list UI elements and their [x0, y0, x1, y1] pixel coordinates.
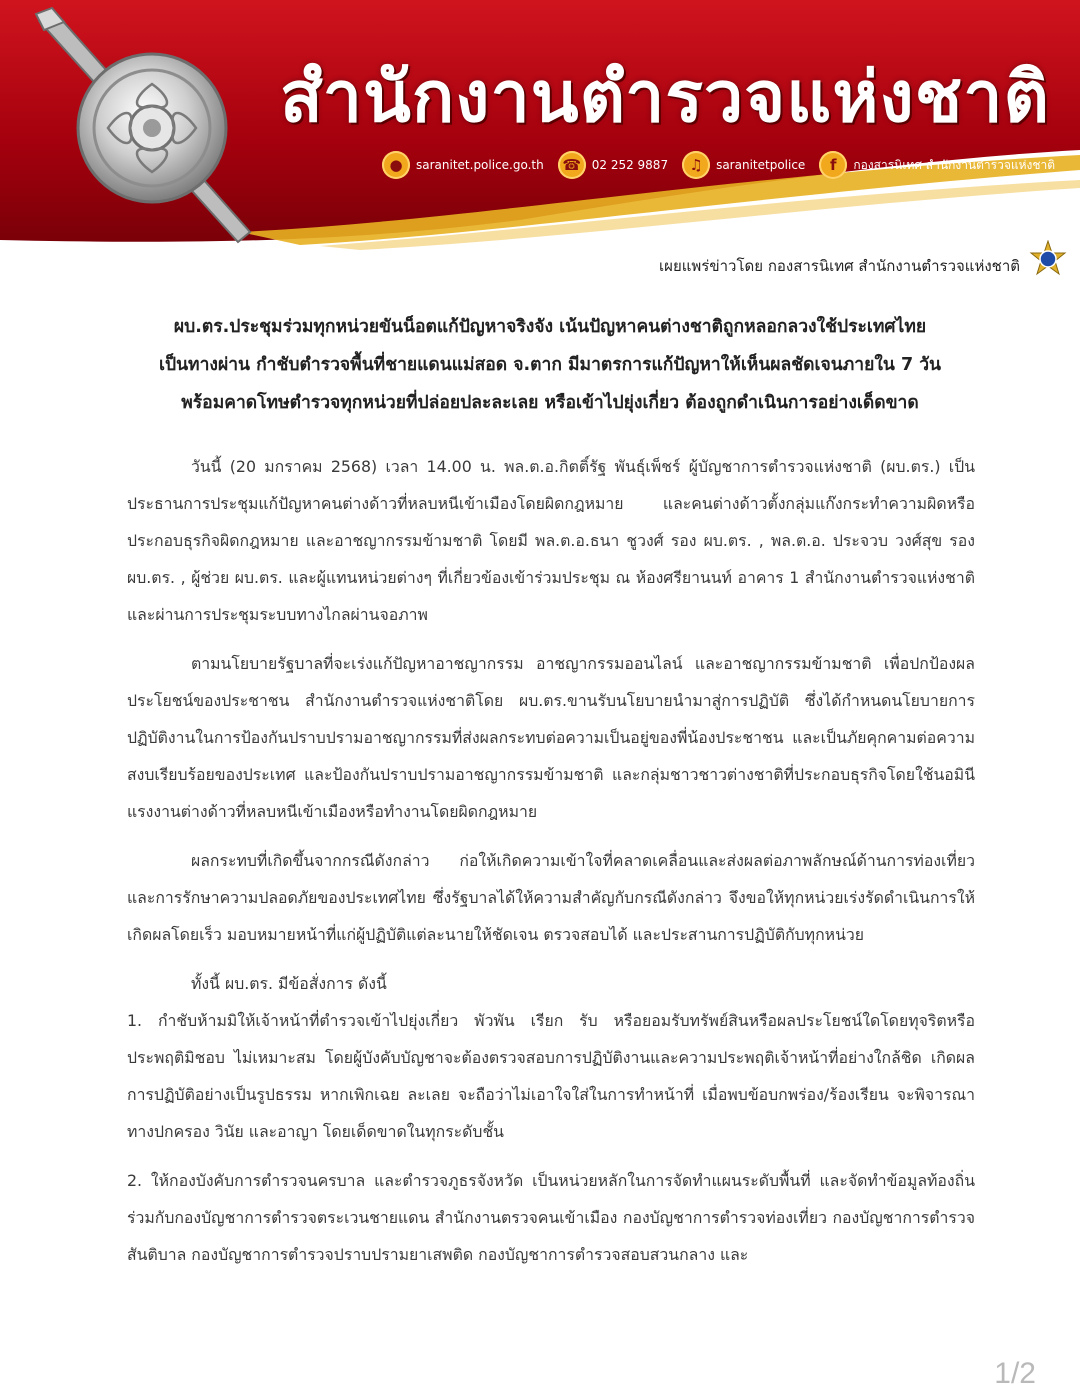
contact-facebook[interactable] [819, 151, 1055, 179]
contact-phone[interactable] [558, 151, 668, 179]
header-banner [0, 0, 1080, 250]
headline [100, 308, 1000, 422]
directive-item: 2. ให้กองบังคับการตำรวจนครบาล และตำรวจภูธรจังหวัด เป็นหน่วยหลักในการจัดทำแผนระดับพื้นที่ และจัดทำข้อมูลท้องถิ่นร่วมกับกองบัญชาการตำรวจตระเวนชายแดน สำนักงานตรวจคนเข้าเมือง กองบัญชาการตำรวจท่องเที่ยว กองบัญชาการตำรวจสันติบาล กองบัญชาการตำรวจปราบปรามยาเสพติด กองบัญชาการตำรวจสอบสวนกลาง และ [127, 1171, 975, 1264]
headline-line: ผบ.ตร.ประชุมร่วมทุกหน่วยขันน็อตแก้ปัญหาจริงจัง เน้นปัญหาคนต่างชาติถูกหลอกลวงใช้ประเทศไทย [173, 317, 927, 337]
contact-tiktok-text: saranitetpolice [716, 158, 806, 172]
paragraph: ผลกระทบที่เกิดขึ้นจากกรณีดังกล่าว ก่อให้เกิดความเข้าใจที่คลาดเคลื่อนและส่งผลต่อภาพลักษณ์ด้านการท่องเที่ยว และการรักษาความปลอดภัยของประเทศไทย ซึ่งรัฐบาลได้ให้ความสำคัญกับกรณีดังกล่าว จึงขอให้ทุกหน่วยเร่งรัดดำเนินการให้เกิดผลโดยเร็ว มอบหมายหน้าที่แก่ผู้ปฏิบัติแต่ละนายให้ชัดเจน ตรวจสอบได้ และประสานการปฏิบัติกับทุกหน่วย [127, 851, 975, 944]
facebook-icon: f [819, 151, 847, 179]
paragraph: วันนี้ (20 มกราคม 2568) เวลา 14.00 น. พล.ต.อ.กิตติ์รัฐ พันธุ์เพ็ชร์ ผู้บัญชาการตำรวจแห่งชาติ (ผบ.ตร.) เป็นประธานการประชุมแก้ปัญหาคนต่างด้าวที่หลบหนีเข้าเมืองโดยผิดกฎหมาย และคนต่างด้าวตั้งกลุ่มแก๊งกระทำความผิดหรือประกอบธุรกิจผิดกฎหมาย และอาชญากรรมข้ามชาติ โดยมี พล.ต.อ.ธนา ชูวงศ์ รอง ผบ.ตร. , พล.ต.อ. ประจวบ วงศ์สุข รอง ผบ.ตร. , ผู้ช่วย ผบ.ตร. และผู้แทนหน่วยต่างๆ ที่เกี่ยวข้องเข้าร่วมประชุม ณ ห้องศรียานนท์ อาคาร 1 สำนักงานตำรวจแห่งชาติ และผ่านการประชุมระบบทางไกลผ่านจอภาพ [127, 457, 975, 624]
contact-phone-text: 02 252 9887 [591, 158, 669, 172]
headline-line: เป็นทางผ่าน กำชับตำรวจพื้นที่ชายแดนแม่สอด จ.ตาก มีมาตรการแก้ปัญหาให้เห็นผลชัดเจนภายใน 7 วัน [158, 355, 941, 375]
department-badge-icon [1028, 240, 1068, 280]
contact-tiktok[interactable] [682, 151, 805, 179]
directive-intro: ทั้งนี้ ผบ.ตร. มีข้อสั่งการ ดังนี้ [191, 974, 387, 993]
phone-icon: ☎ [558, 151, 586, 179]
headline-line: พร้อมคาดโทษตำรวจทุกหน่วยที่ปล่อยปละละเลย หรือเข้าไปยุ่งเกี่ยว ต้องถูกดำเนินการอย่างเด็ดขาด [181, 393, 919, 413]
tiktok-icon: ♫ [682, 151, 710, 179]
article-body [127, 448, 975, 1285]
globe-icon: ● [382, 151, 410, 179]
contact-website[interactable] [382, 151, 544, 179]
directive-item: 1. กำชับห้ามมิให้เจ้าหน้าที่ตำรวจเข้าไปยุ่งเกี่ยว พัวพัน เรียก รับ หรือยอมรับทรัพย์สินหรือผลประโยชน์ใดโดยทุจริตหรือประพฤติมิชอบ ไม่เหมาะสม โดยผู้บังคับบัญชาจะต้องตรวจสอบการปฏิบัติงานและความประพฤติเจ้าหน้าที่อย่างใกล้ชิด เกิดผลการปฏิบัติอย่างเป็นรูปธรรม หากเพิกเฉย ละเลย จะถือว่าไม่เอาใจใส่ในการทำหน้าที่ เมื่อพบข้อบกพร่อง/ร้องเรียน จะพิจารณาทางปกครอง วินัย และอาญา โดยเด็ดขาดในทุกระดับชั้น [127, 1011, 975, 1141]
contact-website-text: saranitet.police.go.th [416, 158, 544, 172]
publisher-line: เผยแพร่ข่าวโดย กองสารนิเทศ สำนักงานตำรวจแห่งชาติ [659, 257, 1020, 275]
contact-row [382, 148, 1069, 182]
banner-title: สำนักงานตำรวจแห่งชาติ [280, 56, 1051, 138]
contact-facebook-text: กองสารนิเทศ สำนักงานตำรวจแห่งชาติ [853, 157, 1056, 172]
paragraph: ตามนโยบายรัฐบาลที่จะเร่งแก้ปัญหาอาชญากรรม อาชญากรรมออนไลน์ และอาชญากรรมข้ามชาติ เพื่อปกป้องผลประโยชน์ของประชาชน สำนักงานตำรวจแห่งชาติโดย ผบ.ตร.ขานรับนโยบายนำมาสู่การปฏิบัติ ซึ่งได้กำหนดนโยบายการปฏิบัติงานในการป้องกันปราบปรามอาชญากรรมที่ส่งผลกระทบต่อความเป็นอยู่ของพี่น้องประชาชน และเป็นภัยคุกคามต่อความสงบเรียบร้อยของประเทศ และป้องกันปราบปรามอาชญากรรมข้ามชาติ และกลุ่มชาวชาวต่างชาติที่ประกอบธุรกิจโดยใช้นอมินี แรงงานต่างด้าวที่หลบหนีเข้าเมืองหรือทำงานโดยผิดกฎหมาย [127, 654, 975, 821]
page-number: 1/2 [994, 1357, 1036, 1390]
